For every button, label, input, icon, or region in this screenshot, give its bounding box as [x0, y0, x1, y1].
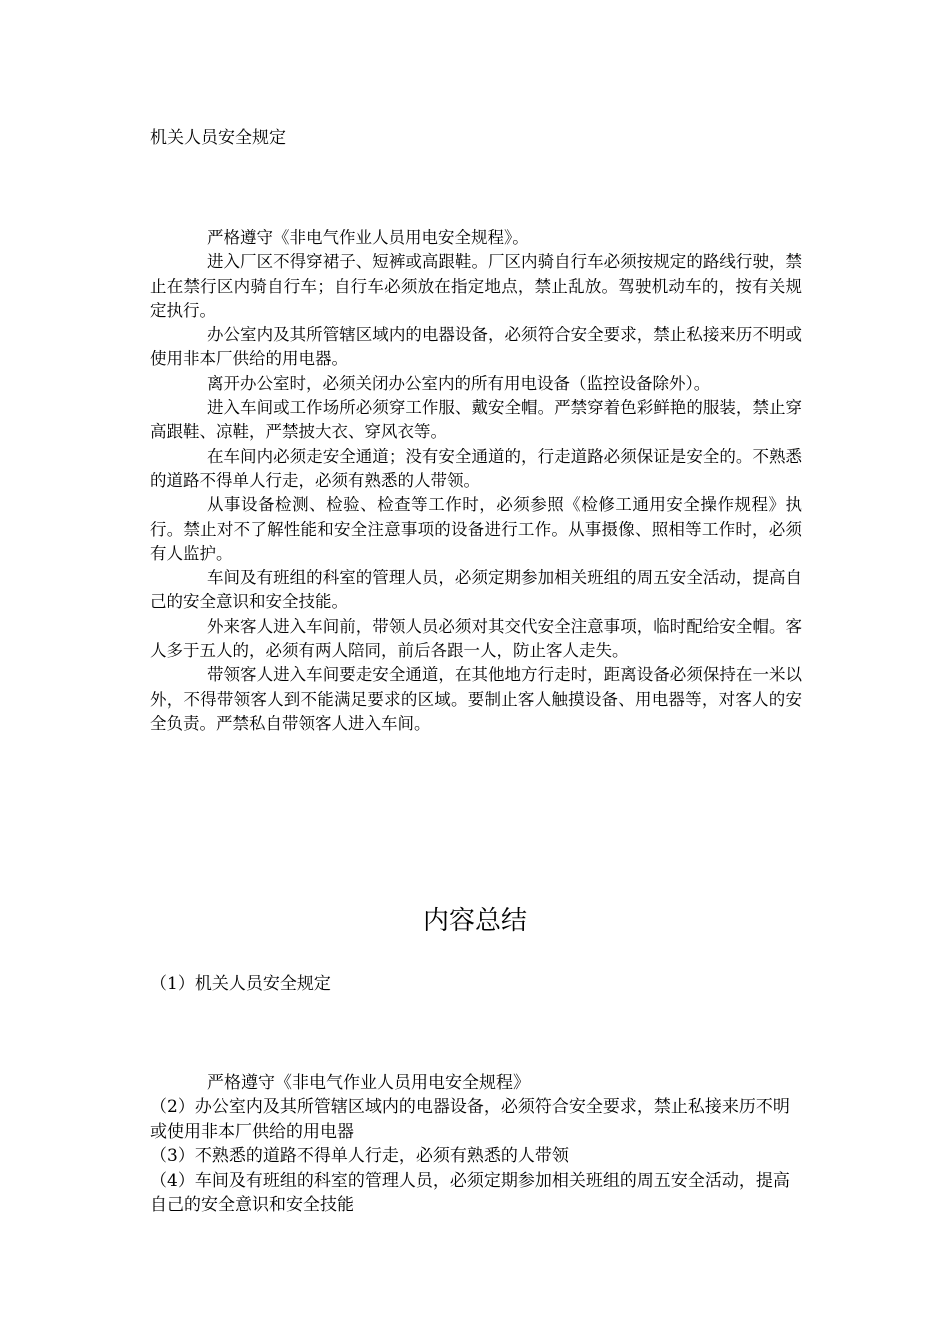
document-body — [150, 226, 802, 736]
summary-item: （3）不熟悉的道路不得单人行走，必须有熟悉的人带领 — [150, 1146, 569, 1167]
document-title: 机关人员安全规定 — [150, 128, 286, 148]
summary-item: （2）办公室内及其所管辖区域内的电器设备，必须符合安全要求，禁止私接来历不明或使用非本厂供给的用电器 — [150, 1097, 790, 1142]
paragraph: 进入厂区不得穿裙子、短裤或高跟鞋。厂区内骑自行车必须按规定的路线行驶，禁止在禁行区内骑自行车；自行车必须放在指定地点，禁止乱放。驾驶机动车的，按有关规定执行。 — [150, 252, 802, 320]
paragraph: 严格遵守《非电气作业人员用电安全规程》。 — [207, 228, 529, 247]
paragraph: 在车间内必须走安全通道；没有安全通道的，行走道路必须保证是安全的。不熟悉的道路不得单人行走，必须有熟悉的人带领。 — [150, 446, 802, 490]
paragraph: 外来客人进入车间前，带领人员必须对其交代安全注意事项，临时配给安全帽。客人多于五人的，必须有两人陪同，前后各跟一人，防止客人走失。 — [150, 616, 802, 661]
summary-intro: 严格遵守《非电气作业人员用电安全规程》 — [207, 1073, 530, 1093]
paragraph: 车间及有班组的科室的管理人员，必须定期参加相关班组的周五安全活动，提高自己的安全意识和安全技能。 — [150, 568, 802, 612]
paragraph: 带领客人进入车间要走安全通道，在其他地方行走时，距离设备必须保持在一米以外，不得带领客人到不能满足要求的区域。要制止客人触摸设备、用电器等，对客人的安全负责。严禁私自带领客人进入车间。 — [150, 665, 802, 733]
summary-body — [150, 1071, 790, 1217]
summary-heading: 内容总结 — [422, 906, 527, 936]
paragraph: 从事设备检测、检验、检查等工作时，必须参照《检修工通用安全操作规程》执行。禁止对不了解性能和安全注意事项的设备进行工作。从事摄像、照相等工作时，必须有人监护。 — [150, 495, 802, 563]
summary-item: （1）机关人员安全规定 — [150, 974, 331, 994]
paragraph: 办公室内及其所管辖区域内的电器设备，必须符合安全要求，禁止私接来历不明或使用非本厂供给的用电器。 — [150, 325, 802, 369]
paragraph: 进入车间或工作场所必须穿工作服、戴安全帽。严禁穿着色彩鲜艳的服装，禁止穿高跟鞋、凉鞋，严禁披大衣、穿风衣等。 — [150, 398, 802, 442]
summary-item: （4）车间及有班组的科室的管理人员，必须定期参加相关班组的周五安全活动，提高自己的安全意识和安全技能 — [150, 1170, 790, 1216]
paragraph: 离开办公室时，必须关闭办公室内的所有用电设备（监控设备除外）。 — [207, 373, 711, 393]
